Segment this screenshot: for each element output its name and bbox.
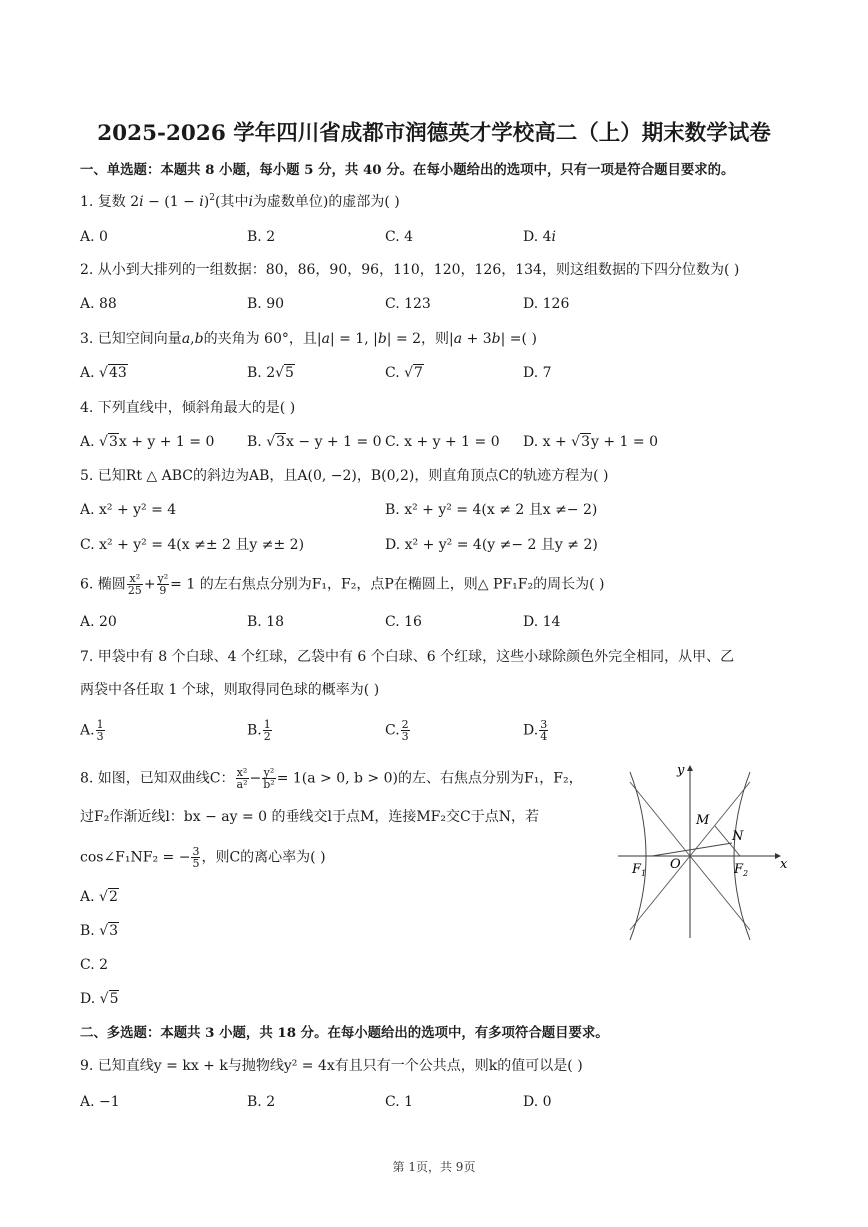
q4-option-c: C. x + y + 1 = 0 [385, 434, 500, 450]
question-8-line-3: cos∠F₁NF₂ = − $\frac{3}{5}$ ，则C的离心率为( ) [80, 845, 326, 870]
q7-option-a: A. $\frac{1}{3}$ [80, 718, 104, 743]
q7-option-d: D. $\frac{3}{4}$ [523, 718, 548, 743]
q2-option-b: B. 90 [247, 296, 285, 312]
q3-option-b: B. 2√5 [247, 365, 294, 381]
section-multi-choice: 二、多选题：本题共 3 小题，共 18 分。在每小题给出的选项中，有多项符合题目要求。 [80, 1025, 609, 1041]
q6-option-b: B. 18 [247, 614, 285, 630]
q5-option-a: A. x² + y² = 4 [80, 502, 177, 518]
q2-option-a: A. 88 [80, 296, 117, 312]
q3-option-c: C. √7 [385, 365, 423, 381]
q4-option-a: A. √3x + y + 1 = 0 [80, 434, 215, 450]
question-4: 4. 下列直线中，倾斜角最大的是( ) [80, 400, 296, 416]
q4-option-b: B. √3x − y + 1 = 0 [247, 434, 382, 450]
q9-option-a: A. −1 [80, 1094, 120, 1110]
q2-option-d: D. 126 [523, 296, 570, 312]
q4-option-d: D. x + √3y + 1 = 0 [523, 434, 658, 450]
q6-option-d: D. 14 [523, 614, 561, 630]
label-f2: $F_2$ [734, 862, 749, 878]
q7-option-c: C. $\frac{2}{3}$ [385, 718, 409, 743]
q9-option-c: C. 1 [385, 1094, 414, 1110]
label-m: M [696, 813, 710, 828]
label-o: O [670, 857, 681, 872]
label-y: y [677, 763, 685, 778]
page-title: 2025-2026 学年四川省成都市润德英才学校高二（上）期末数学试卷 [97, 121, 771, 146]
question-7-line-1: 7. 甲袋中有 8 个白球、4 个红球，乙袋中有 6 个白球、6 个红球，这些小球除颜色外完全相同，从甲、乙 [80, 649, 735, 665]
q1-option-d: D. 4i [523, 229, 557, 245]
q8-option-c: C. 2 [80, 957, 109, 973]
q5-option-c: C. x² + y² = 4(x ≠± 2 且y ≠± 2) [80, 537, 305, 553]
label-f1: $F_1$ [632, 862, 647, 878]
question-1: 1. 复数 $2i - (1 - i)^2$(其中i为虚数单位)的虚部为( ) [80, 193, 400, 210]
page-footer: 第 1页，共 9页 [392, 1160, 476, 1174]
q8-option-b: B. √3 [80, 923, 119, 939]
q6-option-a: A. 20 [80, 614, 117, 630]
question-2: 2. 从小到大排列的一组数据：80，86，90，96，110，120，126，134，则这组数据的下四分位数为( ) [80, 262, 740, 278]
q6-option-c: C. 16 [385, 614, 422, 630]
q9-option-b: B. 2 [247, 1094, 276, 1110]
q8-option-a: A. √2 [80, 889, 118, 905]
q3-option-a: A. √43 [80, 365, 127, 381]
label-n: N [732, 829, 744, 844]
question-6: 6. 椭圆 $\frac{\text{x²}}{25}$ + $\frac{\text{y²}}{9}$ = 1 的左右焦点分别为F₁，F₂，点P在椭圆上，则△ PF₁F₂的周长为( ) [80, 572, 605, 597]
hyperbola-figure [610, 760, 795, 940]
q1-option-a: A. 0 [80, 229, 108, 245]
q1-option-c: C. 4 [385, 229, 414, 245]
question-8-line-2: 过F₂作渐近线l：bx − ay = 0 的垂线交l于点M，连接MF₂交C于点N，若 [80, 809, 539, 825]
question-5: 5. 已知Rt △ ABC的斜边为AB，且A(0, −2)，B(0,2)，则直角顶点C的轨迹方程为( ) [80, 468, 609, 484]
q5-option-b: B. x² + y² = 4(x ≠ 2 且x ≠− 2) [385, 502, 598, 518]
q8-option-d: D. √5 [80, 991, 119, 1007]
q5-option-d: D. x² + y² = 4(y ≠− 2 且y ≠ 2) [385, 537, 598, 553]
q9-option-d: D. 0 [523, 1094, 552, 1110]
question-9: 9. 已知直线y = kx + k与抛物线y² = 4x有且只有一个公共点，则k的值可以是( ) [80, 1058, 583, 1074]
section-single-choice: 一、单选题：本题共 8 小题，每小题 5 分，共 40 分。在每小题给出的选项中，只有一项是符合题目要求的。 [80, 162, 735, 178]
label-x: x [780, 857, 788, 872]
question-8-line-1: 8. 如图，已知双曲线C： $\frac{\text{x²}}{\text{a²}}$ − $\frac{\text{y²}}{\text{b²}}$ = 1(a > 0, b > 0)的左、右焦点分别为F₁，F₂， [80, 766, 583, 791]
q3-option-d: D. 7 [523, 365, 552, 381]
question-7-line-2: 两袋中各任取 1 个球，则取得同色球的概率为( ) [80, 682, 380, 698]
q7-option-b: B. $\frac{1}{2}$ [247, 718, 271, 743]
q2-option-c: C. 123 [385, 296, 431, 312]
question-3: 3. 已知空间向量a,b的夹角为 60°，且|a| = 1, |b| = 2，则|a + 3b| =( ) [80, 331, 537, 347]
q1-option-b: B. 2 [247, 229, 276, 245]
